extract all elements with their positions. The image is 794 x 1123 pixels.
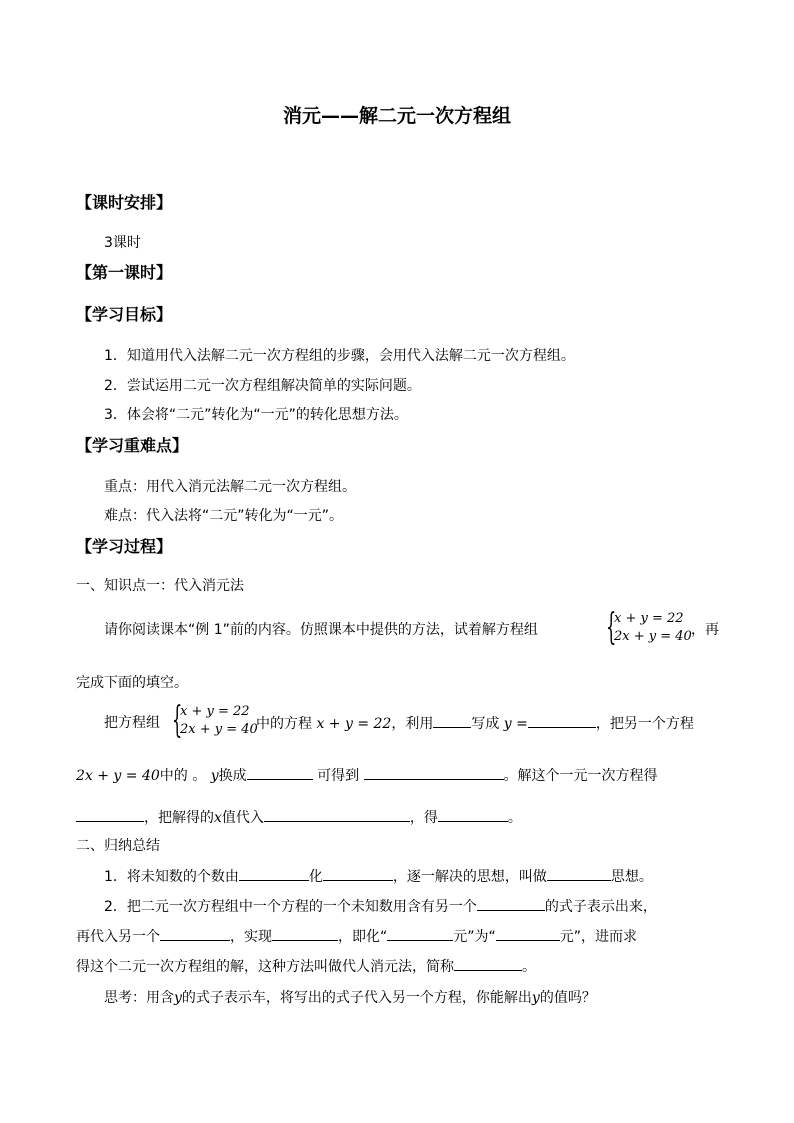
- summary-item-2-cont: [76, 926, 637, 947]
- objective-item: 3．体会将“二元”转化为“一元”的转化思想方法。: [104, 407, 408, 423]
- section-2-heading: 二、归纳总结: [76, 838, 160, 854]
- schedule-text: 3课时: [104, 235, 141, 251]
- think-text: 的值吗？: [539, 990, 596, 1006]
- equation-2: 2x + y = 40: [180, 722, 258, 737]
- y-variable: y: [531, 990, 540, 1006]
- blank-solution[interactable]: [76, 807, 144, 822]
- y-variable: y: [210, 768, 219, 784]
- equation-system-inline: [172, 700, 258, 741]
- schedule-heading: 【课时安排】: [76, 193, 173, 212]
- fill-text: 。: [507, 810, 522, 826]
- objective-item: 2．尝试运用二元一次方程组解决简单的实际问题。: [104, 378, 421, 394]
- blank-equation-other[interactable]: [160, 926, 230, 941]
- fill-prefix: 把方程组: [104, 715, 160, 731]
- summary-text: 思想。: [610, 869, 653, 885]
- equation-1: x + y = 22: [614, 611, 684, 626]
- objectives-heading: 【学习目标】: [76, 305, 173, 324]
- fill-text: ，利用: [391, 716, 434, 732]
- blank-replace[interactable]: [247, 765, 313, 780]
- summary-item-2-end: [76, 956, 536, 977]
- fill-text: 换成: [218, 768, 247, 784]
- key-points-heading: 【学习重难点】: [76, 436, 189, 455]
- section-1-heading: 一、知识点一：代入消元法: [76, 578, 244, 594]
- x-variable: x: [214, 810, 222, 826]
- brace-icon: {: [172, 700, 183, 741]
- summary-text: 。: [522, 959, 536, 975]
- reading-instruction-cont: 完成下面的填空。: [76, 675, 188, 691]
- y-equals: y =: [503, 716, 528, 732]
- process-heading: 【学习过程】: [76, 537, 173, 556]
- think-text: 的式子表示车，将写出的式子代入另一个方程，你能解出: [181, 990, 532, 1006]
- difficulty-text: 难点：代入法将“二元”转化为“一元”。: [104, 508, 344, 524]
- fill-text: 写成: [471, 716, 500, 732]
- reading-instruction-tail: ，再: [691, 622, 719, 638]
- summary-text: 元”为“: [453, 929, 496, 945]
- summary-text: ，实现: [230, 929, 272, 945]
- blank-y-expression[interactable]: [528, 713, 596, 728]
- summary-text: 化: [308, 869, 323, 885]
- fill-text: 中的方程: [256, 716, 312, 732]
- think-question: [104, 988, 596, 1008]
- fill-line-2: [76, 765, 658, 786]
- think-text: 思考：用含: [104, 990, 174, 1006]
- fill-text: 。解这个一元一次方程得: [503, 768, 658, 784]
- blank-one[interactable]: [496, 926, 560, 941]
- blank-method[interactable]: [433, 713, 471, 728]
- fill-line-1: [256, 713, 694, 734]
- page-title: 消元——解二元一次方程组: [282, 105, 511, 127]
- blank-to[interactable]: [323, 866, 393, 881]
- equation-inline: 2x + y = 40: [76, 768, 160, 784]
- reading-instruction: [104, 620, 538, 640]
- blank-unknown[interactable]: [477, 896, 545, 911]
- equation-inline: x + y = 22: [316, 716, 392, 732]
- focus-text: 重点：用代入消元法解二元一次方程组。: [104, 479, 356, 495]
- fill-text: 中的 。: [159, 768, 207, 784]
- equation-2: 2x + y = 40: [614, 629, 692, 644]
- blank-substitute[interactable]: [264, 807, 410, 822]
- summary-text: 1．将未知数的个数由: [104, 869, 239, 885]
- reading-instruction-text: 请你阅读课本“例 1”前的内容。仿照课本中提供的方法，试着解方程组: [104, 622, 538, 638]
- summary-text: 得这个二元一次方程组的解，这种方法叫做代人消元法，简称: [76, 959, 454, 975]
- y-variable: y: [174, 990, 182, 1006]
- summary-text: ，即化“: [338, 929, 388, 945]
- summary-text: ，逐一解决的思想，叫做: [392, 869, 547, 885]
- summary-item-1: [104, 866, 653, 887]
- fill-text: ，把解得的: [144, 810, 214, 826]
- equation-system: [606, 607, 692, 648]
- fill-text: ，把另一个方程: [595, 716, 694, 732]
- summary-text: 元”，进而求: [559, 929, 638, 945]
- blank-equation[interactable]: [364, 765, 504, 780]
- first-lesson-heading: 【第一课时】: [76, 263, 173, 282]
- summary-text: 再代入另一个: [76, 929, 160, 945]
- blank-from[interactable]: [239, 866, 309, 881]
- blank-two[interactable]: [387, 926, 453, 941]
- blank-idea[interactable]: [547, 866, 611, 881]
- blank-short-name[interactable]: [454, 956, 522, 971]
- equation-1: x + y = 22: [180, 704, 250, 719]
- fill-text: ，得: [409, 810, 438, 826]
- blank-result[interactable]: [438, 807, 508, 822]
- objective-item: 1．知道用代入法解二元一次方程组的步骤，会用代入法解二元一次方程组。: [104, 348, 575, 364]
- fill-line-3: [76, 807, 522, 828]
- summary-text: 的式子表示出来，: [544, 899, 657, 915]
- fill-text: 可得到: [317, 768, 360, 784]
- blank-achieve[interactable]: [272, 926, 338, 941]
- brace-icon: {: [606, 607, 617, 648]
- summary-text: 2．把二元一次方程组中一个方程的一个未知数用含有另一个: [104, 899, 477, 915]
- summary-item-2: [104, 896, 657, 917]
- fill-text: 值代入: [221, 810, 264, 826]
